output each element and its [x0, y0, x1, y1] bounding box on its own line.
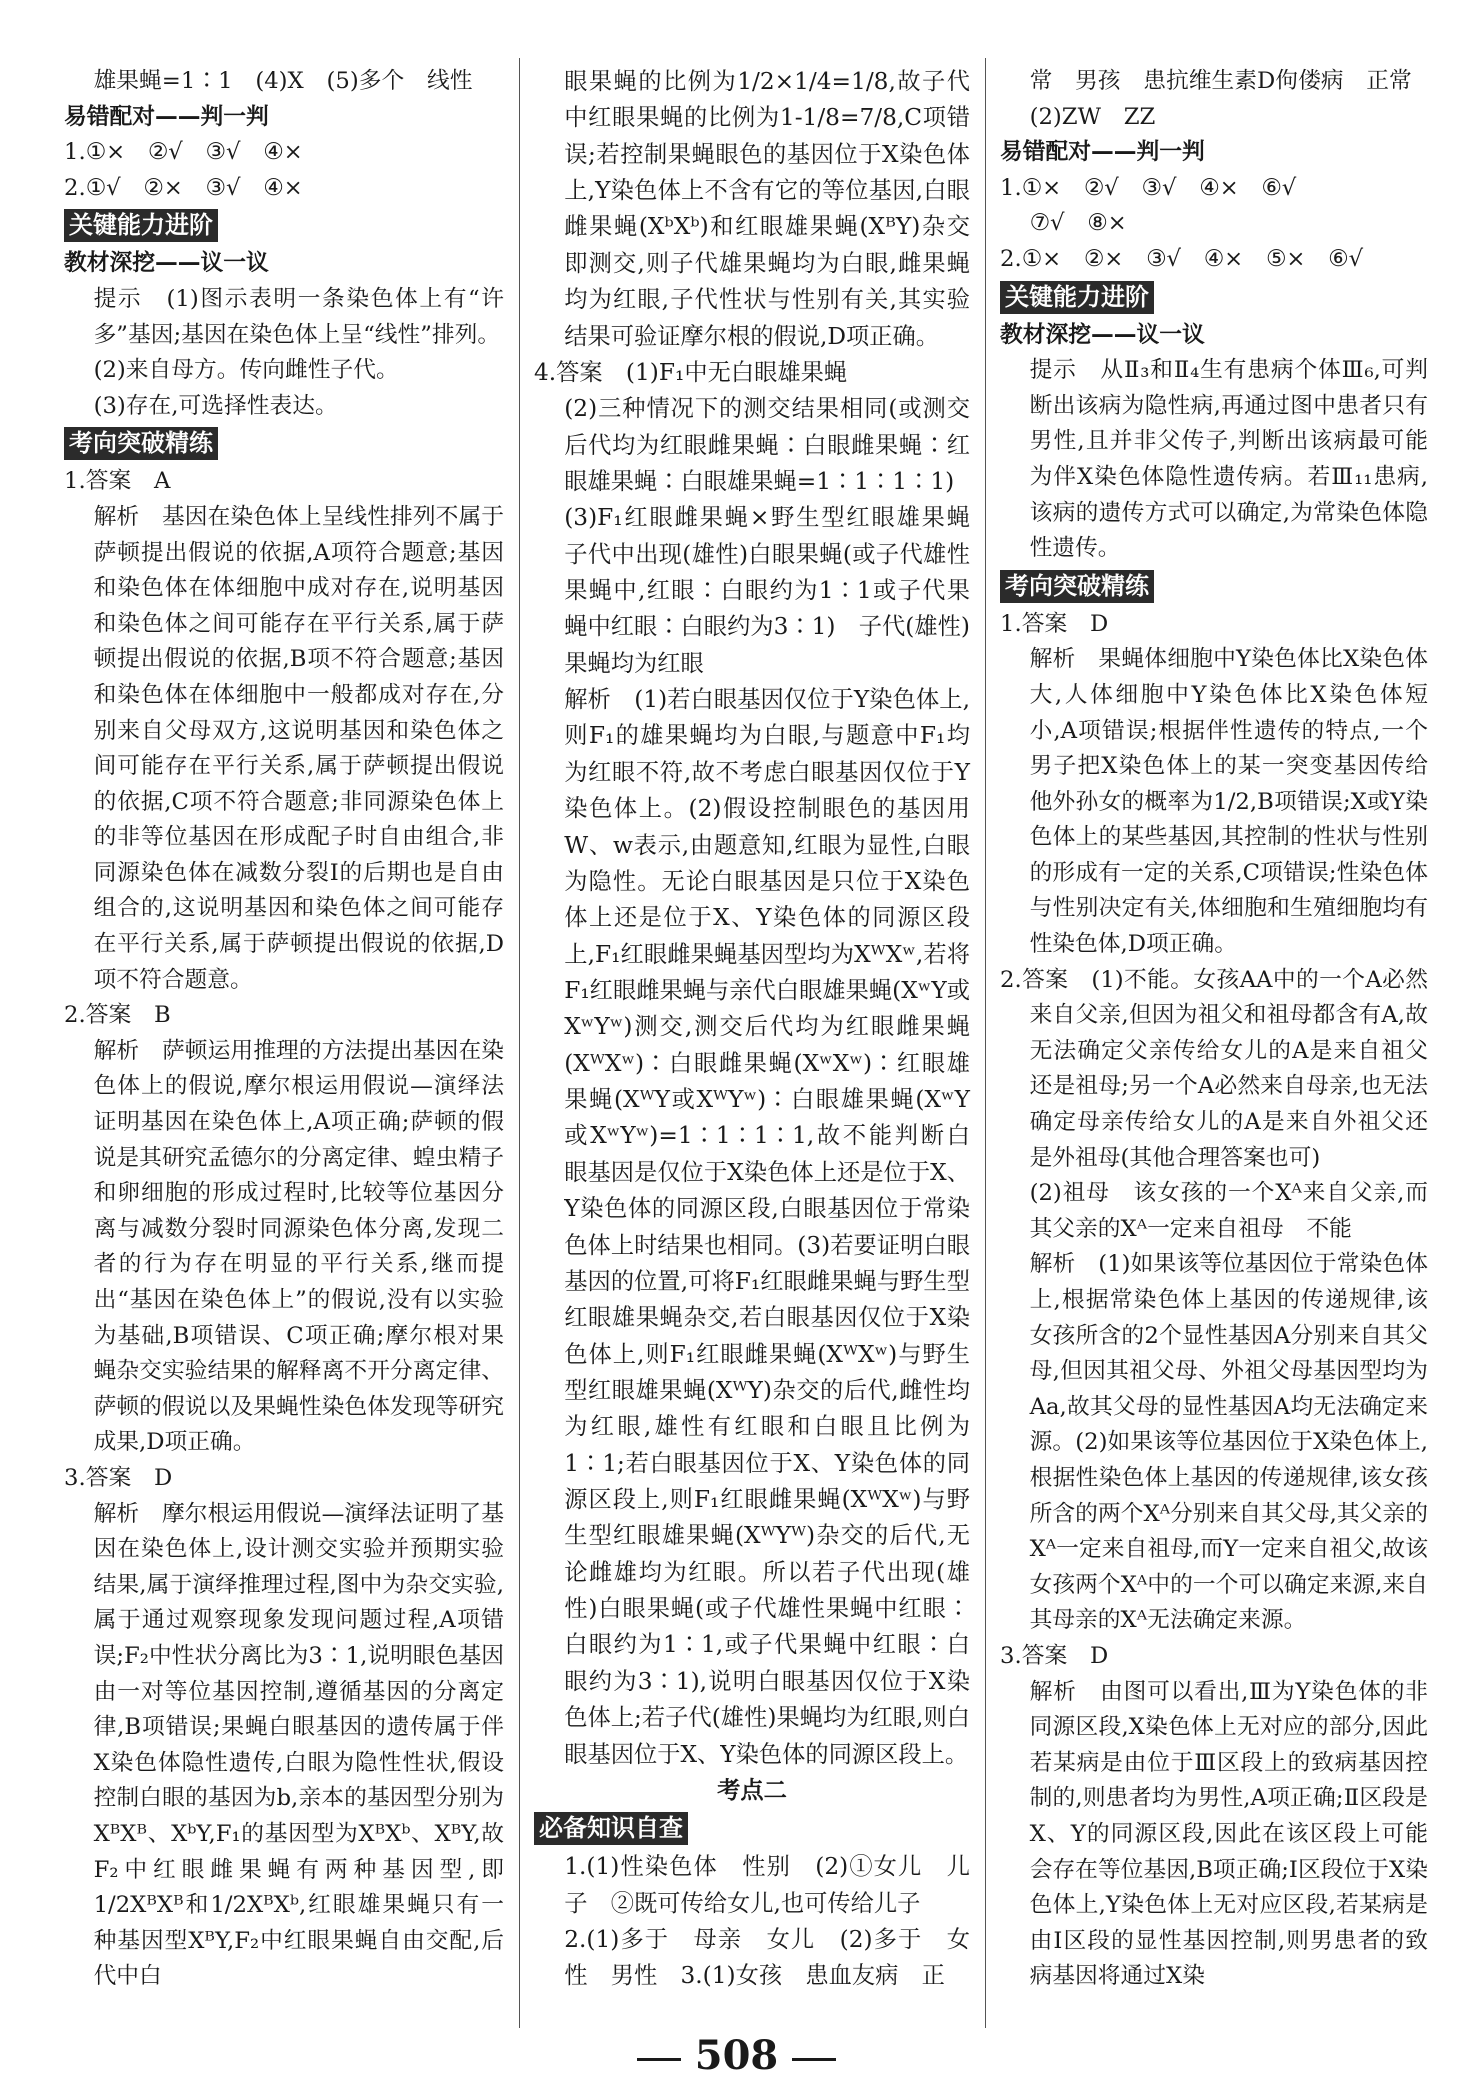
- paragraph: 2.答案 (1)不能。女孩AA中的一个A必然来自父亲,但因为祖父和祖母都含有A,故无法确定父亲传给女儿的A是来自祖父还是祖母;另一个A必然来自母亲,也无法确定母亲传给女儿的A是来自外祖父还是外祖母(其他合理答案也可): [1000, 966, 1428, 1171]
- section-tag: 必备知识自查: [534, 1812, 688, 1845]
- paragraph: 1.答案 D: [1000, 610, 1109, 637]
- column-divider: [985, 58, 986, 2028]
- paragraph: 1.答案 A: [64, 468, 171, 495]
- paragraph: (3)存在,可选择性表达。: [93, 392, 338, 419]
- section-heading: [64, 424, 504, 464]
- paragraph: 1.①× ②√ ③√ ④× ⑥√: [1000, 174, 1297, 201]
- section-heading: [1000, 278, 1428, 318]
- paragraph: 解析 (1)若白眼基因仅位于Y染色体上,则F₁的雄果蝇均为白眼,与题意中F₁均为红眼不符,故不考虑白眼基因仅位于Y染色体上。(2)假设控制眼色的基因用W、w表示,由题意知,红眼为显性,白眼为隐性。无论白眼基因是只位于X染色体上还是位于X、Y染色体的同源区段上,F₁红眼雌果蝇基因型均为XᵂXʷ,若将F₁红眼雌果蝇与亲代白眼雄果蝇(XʷY或XʷYʷ)测交,测交后代均为红眼雌果蝇(XᵂXʷ)∶白眼雌果蝇(XʷXʷ)∶红眼雄果蝇(XᵂY或XᵂYʷ)∶白眼雄果蝇(XʷY或XʷYʷ)=1∶1∶1∶1,故不能判断白眼基因是仅位于X染色体上还是位于X、Y染色体的同源区段,白眼基因位于常染色体上时结果也相同。(3)若要证明白眼基因的位置,可将F₁红眼雌果蝇与野生型红眼雄果蝇杂交,若白眼基因仅位于X染色体上,则F₁红眼雌果蝇(XᵂXʷ)与野生型红眼雄果蝇(XᵂY)杂交的后代,雌性均为红眼,雄性有红眼和白眼且比例为1∶1;若白眼基因位于X、Y染色体的同源区段上,则F₁红眼雌果蝇(XᵂXʷ)与野生型红眼雄果蝇(XᵂYᵂ)杂交的后代,无论雌雄均为红眼。所以若子代出现(雄性)白眼果蝇(或子代雄性果蝇中红眼∶白眼约为1∶1,或子代果蝇中红眼∶白眼约为3∶1),说明白眼基因仅位于X染色体上;若子代(雄性)果蝇均为红眼,则白眼基因位于X、Y染色体的同源区段上。: [564, 686, 970, 1768]
- column-middle: [534, 64, 994, 1995]
- column-divider: [519, 58, 520, 2028]
- paragraph: (2)ZW ZZ: [1029, 103, 1156, 130]
- section-heading: [1000, 567, 1428, 607]
- paragraph: 解析 由图可以看出,Ⅲ为Y染色体的非同源区段,X染色体上无对应的部分,因此若某病是由位于Ⅲ区段上的致病基因控制的,则患者均为男性,A项正确;Ⅱ区段是X、Y的同源区段,因此在该区段上可能会存在等位基因,B项正确;Ⅰ区段位于X染色体上,Y染色体上无对应区段,若某病是由Ⅰ区段的显性基因控制,则男患者的致病基因将通过X染: [1029, 1678, 1428, 1990]
- paragraph: 解析 果蝇体细胞中Y染色体比X染色体大,人体细胞中Y染色体比X染色体短小,A项错误;根据伴性遗传的特点,一个男子把X染色体上的某一突变基因传给他外孙女的概率为1/2,B项错误;X或Y染色体上的某些基因,其控制的性状与性别的形成有一定的关系,C项错误;性染色体与性别决定有关,体细胞和生殖细胞均有性染色体,D项正确。: [1029, 646, 1428, 958]
- paragraph: 解析 基因在染色体上呈线性排列不属于萨顿提出假说的依据,A项符合题意;基因和染色体在体细胞中成对存在,说明基因和染色体之间可能存在平行关系,属于萨顿提出假说的依据,B项不符合题意;基因和染色体在体细胞中一般都成对存在,分别来自父母双方,这说明基因和染色体之间可能存在平行关系,属于萨顿提出假说的依据,C项不符合题意;非同源染色体上的非等位基因在形成配子时自由组合,非同源染色体在减数分裂Ⅰ的后期也是自由组合的,这说明基因和染色体之间可能存在平行关系,属于萨顿提出假说的依据,D项不符合题意。: [93, 503, 504, 993]
- paragraph: 2.①√ ②× ③√ ④×: [64, 174, 303, 201]
- paragraph: 雄果蝇=1∶1 (4)X (5)多个 线性: [93, 68, 473, 94]
- section-heading: [64, 206, 504, 246]
- column-left: [64, 64, 504, 1995]
- subheading: 教材深挖——议一议: [1000, 321, 1205, 348]
- paragraph: 解析 萨顿运用推理的方法提出基因在染色体上的假说,摩尔根运用假说—演绎法证明基因在染色体上,A项正确;萨顿的假说是其研究孟德尔的分离定律、蝗虫精子和卵细胞的形成过程时,比较等位基因分离与减数分裂时同源染色体分离,发现二者的行为存在明显的平行关系,继而提出“基因在染色体上”的假说,没有以实验为基础,B项错误、C项正确;摩尔根对果蝇杂交实验结果的解释离不开分离定律、萨顿的假说以及果蝇性染色体发现等研究成果,D项正确。: [93, 1037, 504, 1456]
- subheading: 教材深挖——议一议: [64, 250, 269, 277]
- subheading: 易错配对——判一判: [64, 103, 269, 130]
- paragraph: (2)三种情况下的测交结果相同(或测交后代均为红眼雌果蝇∶白眼雌果蝇∶红眼雄果蝇∶白眼雄果蝇=1∶1∶1∶1): [564, 395, 970, 495]
- paragraph: 2.(1)多于 母亲 女儿 (2)多于 女性 男性 3.(1)女孩 患血友病 正: [564, 1925, 970, 1990]
- section-tag: 考向突破精练: [64, 427, 218, 460]
- subheading: 易错配对——判一判: [1000, 139, 1205, 166]
- paragraph: 解析 (1)如果该等位基因位于常染色体上,根据常染色体上基因的传递规律,该女孩所含的2个显性基因A分别来自其父母,但因其祖父母、外祖父母基因型均为Aa,故其父母的显性基因A均无法确定来源。(2)如果该等位基因位于X染色体上,根据性染色体上基因的传递规律,该女孩所含的两个Xᴬ分别来自其父母,其父亲的Xᴬ一定来自祖母,而Y一定来自祖父,故该女孩两个Xᴬ中的一个可以确定来源,来自其母亲的Xᴬ无法确定来源。: [1029, 1251, 1428, 1634]
- section-tag: 关键能力进阶: [1000, 281, 1154, 314]
- paragraph: ⑦√ ⑧×: [1029, 210, 1127, 237]
- paragraph: (2)来自母方。传向雌性子代。: [93, 357, 399, 384]
- paragraph: 解析 摩尔根运用假说—演绎法证明了基因在染色体上,设计测交实验并预期实验结果,属于演绎推理过程,图中为杂交实验,属于通过观察现象发现问题过程,A项错误;F₂中性状分离比为3∶1,说明眼色基因由一对等位基因控制,遵循基因的分离定律,B项错误;果蝇白眼基因的遗传属于伴X染色体隐性遗传,白眼为隐性性状,假设控制白眼的基因为b,亲本的基因型分别为XᴮXᴮ、XᵇY,F₁的基因型为XᴮXᵇ、XᴮY,故F₂中红眼雌果蝇有两种基因型,即1/2XᴮXᴮ和1/2XᴮXᵇ,红眼雄果蝇只有一种基因型XᴮY,F₂中红眼果蝇自由交配,后代中白: [93, 1500, 504, 1990]
- paragraph: 2.①× ②× ③√ ④× ⑤× ⑥√: [1000, 245, 1364, 272]
- section-tag: 关键能力进阶: [64, 209, 218, 242]
- paragraph: 提示 从Ⅱ₃和Ⅱ₄生有患病个体Ⅲ₆,可判断出该病为隐性病,再通过图中患者只有男性,且并非父传子,判断出该病最可能为伴X染色体隐性遗传病。若Ⅲ₁₁患病,该病的遗传方式可以确定,为常染色体隐性遗传。: [1029, 357, 1428, 562]
- paragraph: 眼果蝇的比例为1/2×1/4=1/8,故子代中红眼果蝇的比例为1-1/8=7/8,C项错误;若控制果蝇眼色的基因位于X染色体上,Y染色体上不含有它的等位基因,白眼雌果蝇(XᵇXᵇ)和红眼雄果蝇(XᴮY)杂交即测交,则子代雄果蝇均为白眼,雌果蝇均为红眼,子代性状与性别有关,其实验结果可验证摩尔根的假说,D项正确。: [564, 68, 970, 350]
- column-right: [1000, 64, 1428, 1995]
- section-tag: 考向突破精练: [1000, 570, 1154, 603]
- paragraph: 3.答案 D: [1000, 1642, 1109, 1669]
- paragraph: (3)F₁红眼雌果蝇×野生型红眼雄果蝇 子代中出现(雄性)白眼果蝇(或子代雄性果蝇中,红眼∶白眼约为1∶1或子代果蝇中红眼∶白眼约为3∶1) 子代(雄性)果蝇均为红眼: [564, 504, 994, 677]
- subheading: 考点二: [717, 1776, 787, 1804]
- paragraph: 4.答案 (1)F₁中无白眼雄果蝇: [534, 358, 848, 386]
- paragraph: 3.答案 D: [64, 1464, 173, 1491]
- page-number: [0, 2034, 1473, 2078]
- paragraph: (2)祖母 该女孩的一个Xᴬ来自父亲,而其父亲的Xᴬ一定来自祖母 不能: [1029, 1180, 1428, 1242]
- page-number-text: 508: [694, 2032, 779, 2079]
- paragraph: 2.答案 B: [64, 1002, 171, 1029]
- section-heading: [534, 1809, 970, 1849]
- paragraph: 1.①× ②√ ③√ ④×: [64, 139, 303, 166]
- paragraph: 提示 (1)图示表明一条染色体上有“许多”基因;基因在染色体上呈“线性”排列。: [93, 285, 504, 348]
- paragraph: 常 男孩 患抗维生素D佝偻病 正常: [1029, 68, 1412, 94]
- paragraph: 1.(1)性染色体 性别 (2)①女儿 儿子 ②既可传给女儿,也可传给儿子: [564, 1853, 970, 1917]
